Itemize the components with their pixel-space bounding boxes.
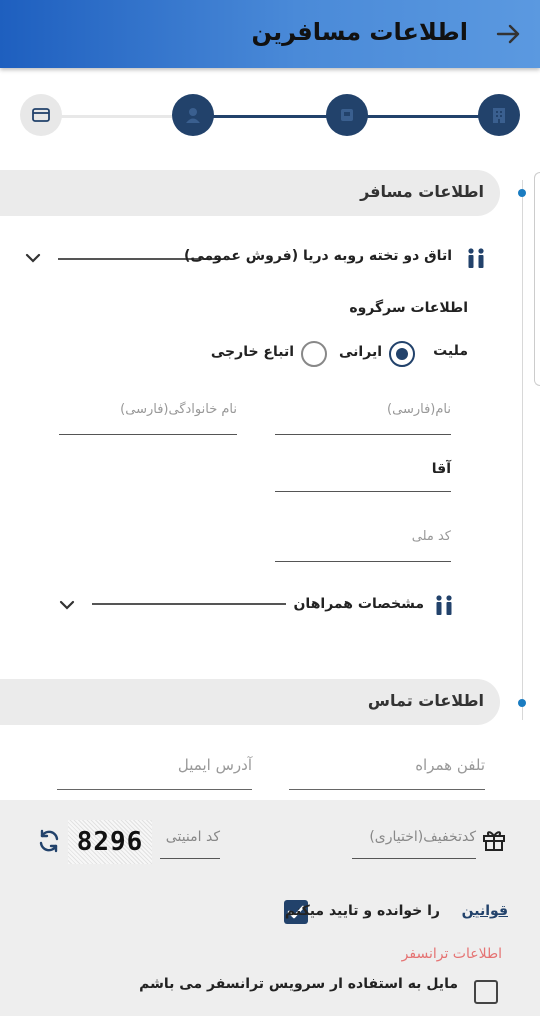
- room-accordion[interactable]: [20, 240, 490, 276]
- timeline-dot-contact: [518, 699, 526, 707]
- step-passengers[interactable]: [172, 94, 214, 136]
- companions-accordion[interactable]: [56, 592, 458, 620]
- stepper-line-pending: [40, 115, 192, 118]
- national-code-field[interactable]: [275, 529, 451, 562]
- radio-foreign[interactable]: [301, 341, 327, 367]
- radio-foreign-label[interactable]: اتباع خارجی: [210, 344, 294, 360]
- discount-code-field[interactable]: [352, 826, 476, 859]
- passenger-section-title: اطلاعات مسافر: [360, 182, 484, 201]
- refresh-icon[interactable]: [36, 828, 62, 854]
- credit-card-icon: [31, 105, 51, 125]
- radio-iranian[interactable]: [389, 341, 415, 367]
- timeline-line: [522, 180, 523, 720]
- side-panel-edge: [534, 172, 540, 386]
- mobile-placeholder: تلفن همراه: [415, 756, 485, 774]
- last-name-placeholder: نام خانوادگی(فارسی): [120, 402, 237, 417]
- first-name-field[interactable]: [275, 402, 451, 435]
- transfer-text: مایل به استفاده ار سرویس ترانسفر می باشم: [139, 976, 458, 992]
- page-title: اطلاعات مسافرین: [251, 18, 468, 46]
- nationality-label: ملیت: [433, 343, 468, 359]
- security-code-field[interactable]: [160, 826, 220, 859]
- security-code-placeholder: کد امنیتی: [165, 829, 220, 845]
- first-name-placeholder: نام(فارسی): [387, 402, 451, 417]
- transfer-title: اطلاعات ترانسفر: [401, 946, 502, 962]
- captcha-image: [68, 820, 152, 864]
- contact-section-header: [0, 679, 500, 725]
- passenger-section-header: [0, 170, 500, 216]
- bed-icon: [337, 105, 357, 125]
- radio-iranian-label[interactable]: ایرانی: [339, 344, 382, 360]
- booking-stepper: [0, 92, 540, 140]
- step-hotel[interactable]: [478, 94, 520, 136]
- arrow-right-icon[interactable]: [494, 20, 522, 48]
- leader-info-title: اطلاعات سرگروه: [349, 300, 468, 316]
- national-code-placeholder: کد ملی: [411, 529, 451, 544]
- last-name-field[interactable]: [59, 402, 237, 435]
- terms-link[interactable]: قوانین: [461, 903, 508, 919]
- timeline-dot-passenger: [518, 189, 526, 197]
- mobile-field[interactable]: [289, 752, 485, 790]
- email-placeholder: آدرس ایمیل: [177, 756, 252, 774]
- step-payment[interactable]: [20, 94, 62, 136]
- gender-select[interactable]: [275, 461, 451, 492]
- building-icon: [489, 105, 509, 125]
- captcha-text: 8296: [76, 827, 144, 857]
- transfer-checkbox[interactable]: [474, 980, 498, 1004]
- user-icon: [183, 105, 203, 125]
- gender-value: آقا: [431, 461, 451, 477]
- contact-section-title: اطلاعات تماس: [367, 691, 484, 710]
- gift-icon: [481, 827, 507, 853]
- people-icon: [464, 246, 488, 270]
- discount-code-placeholder: کدتخفیف(اختیاری): [369, 829, 476, 845]
- people-icon: [432, 593, 456, 617]
- chevron-down-icon[interactable]: [24, 249, 42, 267]
- companions-divider: [92, 603, 286, 605]
- step-room[interactable]: [326, 94, 368, 136]
- terms-text: را خوانده و تایید میکنم: [284, 903, 440, 919]
- chevron-down-icon[interactable]: [58, 596, 76, 614]
- companions-title: مشخصات همراهان: [293, 596, 424, 612]
- email-field[interactable]: [57, 752, 252, 790]
- room-title: اتاق دو تخته روبه دریا (فروش عمومی): [183, 248, 452, 264]
- app-header: [0, 0, 540, 68]
